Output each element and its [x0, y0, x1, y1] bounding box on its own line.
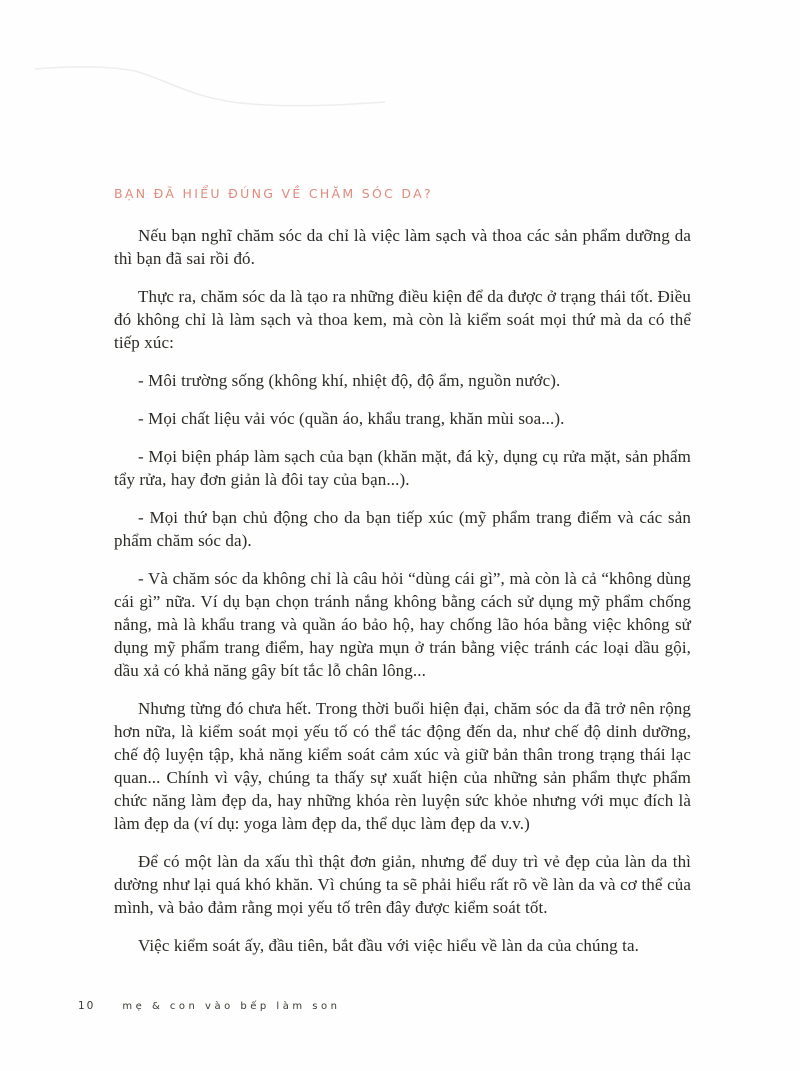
page-footer: [78, 1000, 340, 1012]
paragraph: Để có một làn da xấu thì thật đơn giản, nhưng để duy trì vẻ đẹp của làn da thì dường như lại quá khó khăn. Vì chúng ta sẽ phải hiểu rất rõ về làn da và cơ thể của mình, và bảo đảm rằng mọi yếu tố trên đây được kiểm soát tốt.: [114, 852, 691, 917]
paragraph: Việc kiểm soát ấy, đầu tiên, bắt đầu với việc hiểu về làn da của chúng ta.: [138, 936, 639, 955]
paragraph: Thực ra, chăm sóc da là tạo ra những điều kiện để da được ở trạng thái tốt. Điều đó không chỉ là làm sạch và thoa kem, mà còn là kiểm soát mọi thứ mà da có thể tiếp xúc:: [114, 287, 691, 352]
bullet-paragraph: - Mọi thứ bạn chủ động cho da bạn tiếp xúc (mỹ phẩm trang điểm và các sản phẩm chăm sóc da).: [114, 508, 691, 550]
page-number: 10: [78, 1000, 96, 1012]
bullet-paragraph: - Mọi chất liệu vải vóc (quần áo, khẩu trang, khăn mùi soa...).: [138, 409, 565, 428]
paragraph: Nếu bạn nghĩ chăm sóc da chỉ là việc làm sạch và thoa các sản phẩm dưỡng da thì bạn đã sai rồi đó.: [114, 226, 691, 268]
paragraph: Nhưng từng đó chưa hết. Trong thời buổi hiện đại, chăm sóc da đã trở nên rộng hơn nữa, là kiểm soát mọi yếu tố có thể tác động đến da, như chế độ dinh dưỡng, chế độ luyện tập, khả năng kiểm soát cảm xúc và giữ bản thân trong trạng thái lạc quan... Chính vì vậy, chúng ta thấy sự xuất hiện của những sản phẩm thực phẩm chức năng làm đẹp da, hay những khóa rèn luyện sức khỏe nhưng với mục đích là làm đẹp da (ví dụ: yoga làm đẹp da, thể dục làm đẹp da v.v.): [114, 699, 691, 833]
bullet-paragraph: - Và chăm sóc da không chỉ là câu hỏi “dùng cái gì”, mà còn là cả “không dùng cái gì” nữa. Ví dụ bạn chọn tránh nắng không bằng cách sử dụng mỹ phẩm chống nắng, mà là khẩu trang và quần áo bảo hộ, hay chống lão hóa bằng việc không sử dụng mỹ phẩm trang điểm, hay ngừa mụn ở trán bằng việc tránh các loại dầu gội, dầu xả có khả năng gây bít tắc lỗ chân lông...: [114, 569, 691, 680]
running-title: mẹ & con vào bếp làm son: [122, 1001, 341, 1012]
scan-crease-mark: [20, 55, 420, 125]
section-heading: BẠN ĐÃ HIỂU ĐÚNG VỀ CHĂM SÓC DA?: [114, 186, 433, 201]
bullet-paragraph: - Mọi biện pháp làm sạch của bạn (khăn mặt, đá kỳ, dụng cụ rửa mặt, sản phẩm tẩy rửa, hay đơn giản là đôi tay của bạn...).: [114, 447, 691, 489]
text-column: [114, 186, 691, 972]
bullet-paragraph: - Môi trường sống (không khí, nhiệt độ, độ ẩm, nguồn nước).: [138, 371, 561, 390]
